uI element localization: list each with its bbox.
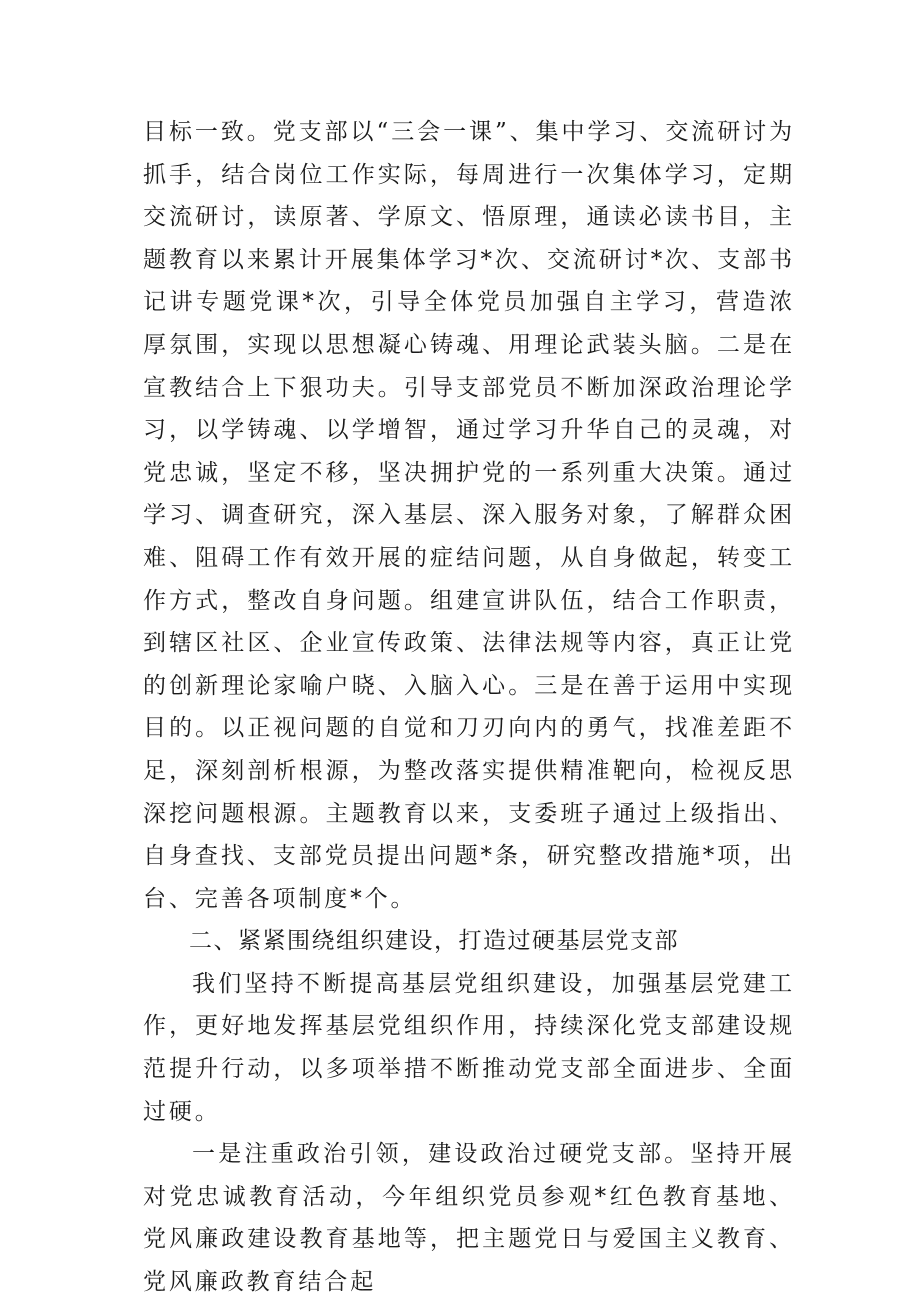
body-paragraph: 一是注重政治引领，建设政治过硬党支部。坚持开展对党忠诚教育活动，今年组织党员参观*红色教育基地、党风廉政建设教育基地等，把主题党日与爱国主义教育、党风廉政教育结合起 [143,1141,795,1296]
document-page [143,111,795,1304]
body-paragraph: 我们坚持不断提高基层党组织建设，加强基层党建工作，更好地发挥基层党组织作用，持续深化党支部建设规范提升行动，以多项举措不断推动党支部全面进步、全面过硬。 [143,970,795,1125]
body-paragraph: 目标一致。党支部以“三会一课”、集中学习、交流研讨为抓手，结合岗位工作实际，每周进行一次集体学习，定期交流研讨，读原著、学原文、悟原理，通读必读书目，主题教育以来累计开展集体学习*次、交流研讨*次、支部书记讲专题党课*次，引导全体党员加强自主学习，营造浓厚氛围，实现以思想凝心铸魂、用理论武装头脑。二是在宣教结合上下狠功夫。引导支部党员不断加深政治理论学习，以学铸魂、以学增智，通过学习升华自己的灵魂，对党忠诚，坚定不移，坚决拥护党的一系列重大决策。通过学习、调查研究，深入基层、深入服务对象，了解群众困难、阻碍工作有效开展的症结问题，从自身做起，转变工作方式，整改自身问题。组建宣讲队伍，结合工作职责，到辖区社区、企业宣传政策、法律法规等内容，真正让党的创新理论家喻户晓、入脑入心。三是在善于运用中实现目的。以正视问题的自觉和刀刃向内的勇气，找准差距不足，深刻剖析根源，为整改落实提供精准靶向，检视反思深挖问题根源。主题教育以来，支委班子通过上级指出、自身查找、支部党员提出问题*条，研究整改措施*项，出台、完善各项制度*个。 [143,119,795,912]
section-heading: 二、紧紧围绕组织建设，打造过硬基层党支部 [189,928,679,955]
